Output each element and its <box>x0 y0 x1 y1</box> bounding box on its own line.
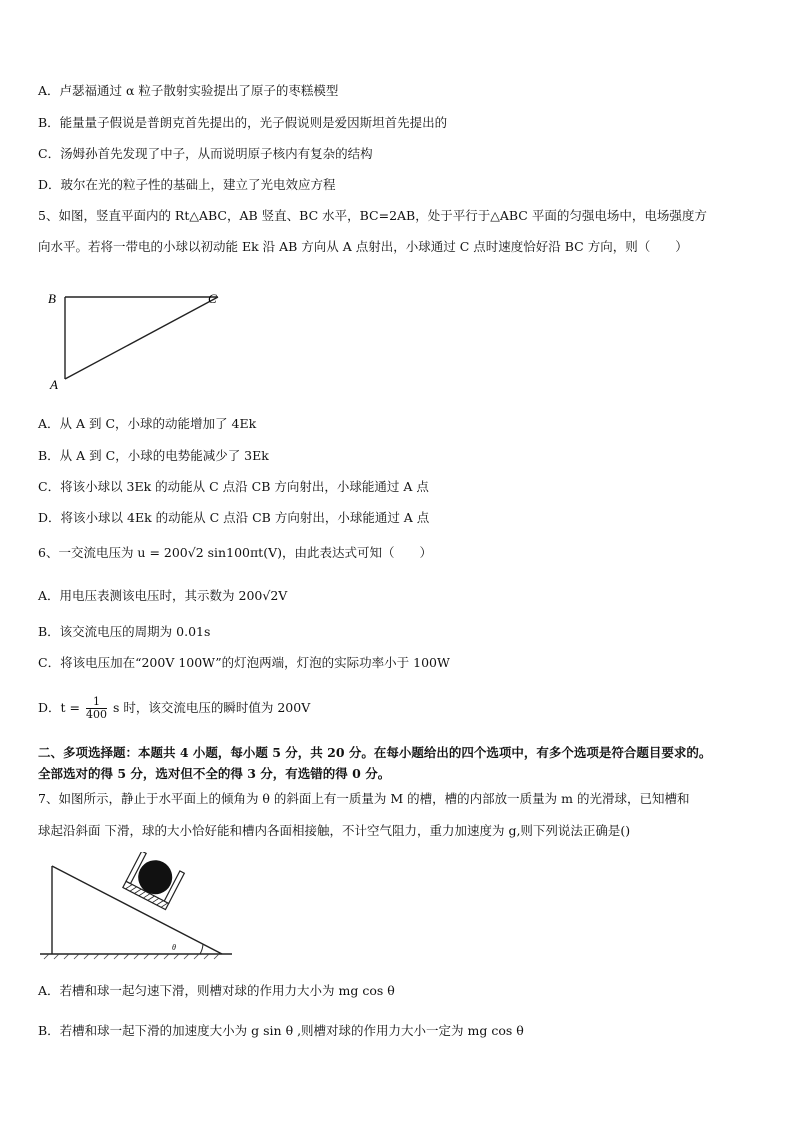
q7-angle-label: θ <box>172 943 176 952</box>
q4-option-a: A．卢瑟福通过 α 粒子散射实验提出了原子的枣糕模型 <box>38 83 339 98</box>
q6-fraction-numerator: 1 <box>86 696 107 709</box>
q5-stem-line1: 5、如图，竖直平面内的 Rt△ABC，AB 竖直、BC 水平，BC=2AB，处于平行于△ABC 平面的匀强电场中，电场强度方 <box>38 208 707 223</box>
section2-heading-line1: 二、多项选择题：本题共 4 小题，每小题 5 分，共 20 分。在每小题给出的四个选项中，有多个选项是符合题目要求的。 <box>38 745 712 760</box>
q6-option-d-suffix: s 时，该交流电压的瞬时值为 200V <box>112 700 311 715</box>
q6-option-a: A．用电压表测该电压时，其示数为 200√2V <box>38 588 288 603</box>
q6-option-c: C．将该电压加在“200V 100W”的灯泡两端，灯泡的实际功率小于 100W <box>38 655 450 670</box>
section2-heading-line2: 全部选对的得 5 分，选对但不全的得 3 分，有选错的得 0 分。 <box>38 766 391 781</box>
q5-label-c: C <box>208 291 217 306</box>
q7-incline-figure <box>36 852 236 964</box>
q6-fraction-denominator: 400 <box>85 708 107 721</box>
q4-option-d: D．玻尔在光的粒子性的基础上，建立了光电效应方程 <box>38 177 336 192</box>
q7-stem-line2: 球起沿斜面 下滑，球的大小恰好能和槽内各面相接触，不计空气阻力，重力加速度为 g,则下列说法正确是() <box>38 823 631 838</box>
q6-option-b: B．该交流电压的周期为 0.01s <box>38 624 211 639</box>
q6-option-d-prefix: D．t = <box>38 700 80 715</box>
q7-option-b: B．若槽和球一起下滑的加速度大小为 g sin θ ,则槽对球的作用力大小一定为 mg cos θ <box>38 1023 524 1038</box>
q5-label-b: B <box>48 291 56 306</box>
q7-option-a: A．若槽和球一起匀速下滑，则槽对球的作用力大小为 mg cos θ <box>38 983 395 998</box>
q4-option-b: B．能量量子假说是普朗克首先提出的，光子假说则是爱因斯坦首先提出的 <box>38 115 448 130</box>
q6-stem: 6、一交流电压为 u = 200√2 sin100πt(V)，由此表达式可知（ ） <box>38 545 432 560</box>
q5-label-a: A <box>50 377 58 392</box>
q6-option-d <box>38 693 310 723</box>
q7-stem-line1: 7、如图所示，静止于水平面上的倾角为 θ 的斜面上有一质量为 M 的槽，槽的内部放一质量为 m 的光滑球，已知槽和 <box>38 791 690 806</box>
q5-option-c: C．将该小球以 3Ek 的动能从 C 点沿 CB 方向射出，小球能通过 A 点 <box>38 479 429 494</box>
q4-option-c: C．汤姆孙首先发现了中子，从而说明原子核内有复杂的结构 <box>38 146 373 161</box>
q5-stem-line2: 向水平。若将一带电的小球以初动能 Ek 沿 AB 方向从 A 点射出，小球通过 C 点时速度恰好沿 BC 方向，则（ ） <box>38 239 688 254</box>
q5-option-b: B．从 A 到 C，小球的电势能减少了 3Ek <box>38 448 269 463</box>
q5-option-a: A．从 A 到 C，小球的动能增加了 4Ek <box>38 416 257 431</box>
q6-fraction <box>86 696 107 721</box>
q5-option-d: D．将该小球以 4Ek 的动能从 C 点沿 CB 方向射出，小球能通过 A 点 <box>38 510 430 525</box>
q5-triangle-figure <box>40 283 240 398</box>
